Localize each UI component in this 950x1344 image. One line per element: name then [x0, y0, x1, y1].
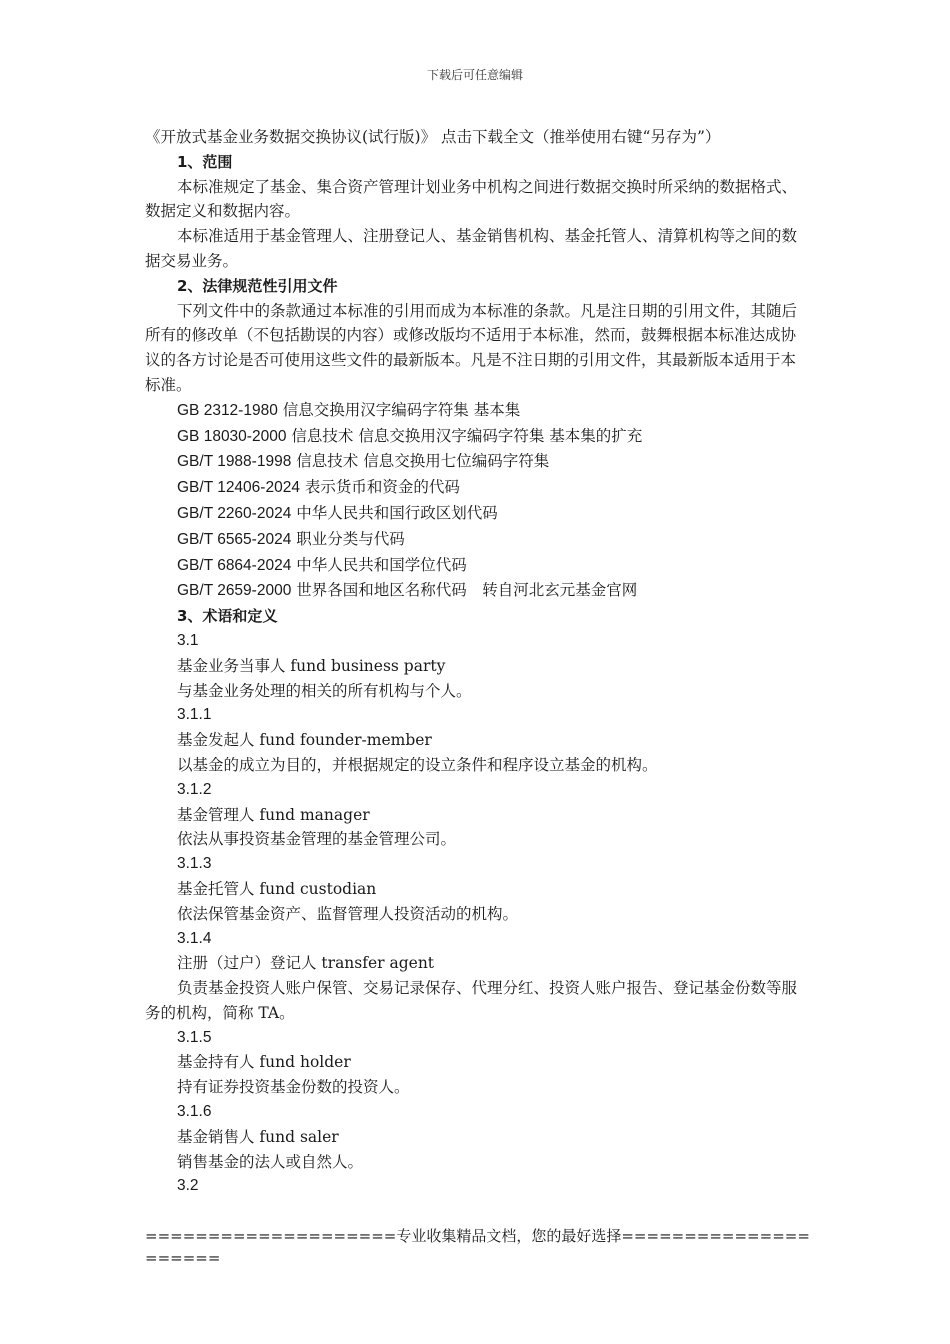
term-definition: 依法从事投资基金管理的基金管理公司。 — [177, 830, 457, 849]
term-name: 基金管理人 fund manager — [177, 805, 370, 824]
term-name: 基金持有人 fund holder — [177, 1053, 351, 1072]
term-number: 3.1.2 — [177, 780, 212, 798]
reference-item — [145, 578, 805, 604]
section-2-heading: 2、法律规范性引用文件 — [177, 276, 338, 295]
term-name: 注册（过户）登记人 transfer agent — [177, 954, 435, 973]
section-3-heading: 3、术语和定义 — [177, 607, 278, 626]
reference-item — [145, 527, 805, 553]
term-number: 3.2 — [177, 1177, 199, 1195]
reference-code: GB/T 6565-2024 — [177, 530, 292, 548]
reference-code: GB/T 1988-1998 — [177, 453, 292, 471]
document-body — [145, 125, 805, 1199]
reference-name: 中华人民共和国学位代码 — [296, 555, 467, 574]
term-name: 基金发起人 fund founder-member — [177, 731, 432, 750]
reference-code: GB/T 2260-2024 — [177, 504, 292, 522]
reference-item — [145, 449, 805, 475]
term-number: 3.1.6 — [177, 1103, 212, 1121]
term-number: 3.1.5 — [177, 1028, 212, 1046]
term-definition: 负责基金投资人账户保管、交易记录保存、代理分红、投资人账户报告、登记基金份数等服务的机构，简称 TA。 — [145, 979, 798, 1022]
section-1-paragraph-2: 本标准适用于基金管理人、注册登记人、基金销售机构、基金托管人、清算机构等之间的数据交易业务。 — [145, 227, 798, 270]
document-title-line: 《开放式基金业务数据交换协议(试行版)》 点击下载全文（推举使用右键“另存为”） — [145, 128, 721, 146]
term-definition: 依法保管基金资产、监督管理人投资活动的机构。 — [177, 904, 519, 923]
term-number: 3.1.3 — [177, 855, 212, 873]
term-definition: 持有证券投资基金份数的投资人。 — [177, 1078, 410, 1097]
reference-name: 信息交换用汉字编码字符集 基本集 — [282, 400, 521, 419]
reference-name: 信息技术 信息交换用汉字编码字符集 基本集的扩充 — [291, 426, 643, 445]
reference-item — [145, 398, 805, 424]
term-name: 基金销售人 fund saler — [177, 1127, 339, 1146]
reference-name: 世界各国和地区名称代码 转自河北玄元基金官网 — [296, 581, 638, 600]
term-definition: 销售基金的法人或自然人。 — [177, 1152, 364, 1171]
reference-name: 中华人民共和国行政区划代码 — [296, 503, 498, 522]
reference-name: 信息技术 信息交换用七位编码字符集 — [296, 452, 550, 471]
section-1-paragraph-1: 本标准规定了基金、集合资产管理计划业务中机构之间进行数据交换时所采纳的数据格式、数据定义和数据内容。 — [145, 177, 798, 221]
page-footer: ====================专业收集精品文档，您的最好选择===================== — [145, 1227, 810, 1267]
section-1-heading: 1、范围 — [177, 152, 233, 171]
reference-code: GB/T 12406-2024 — [177, 479, 300, 497]
term-definition: 以基金的成立为目的，并根据规定的设立条件和程序设立基金的机构。 — [177, 755, 658, 774]
reference-code: GB 2312-1980 — [177, 401, 278, 419]
reference-name: 职业分类与代码 — [296, 529, 405, 548]
reference-code: GB/T 6864-2024 — [177, 556, 292, 574]
reference-item — [145, 501, 805, 527]
reference-name: 表示货币和资金的代码 — [304, 478, 460, 497]
term-name: 基金业务当事人 fund business party — [177, 656, 446, 675]
reference-code: GB 18030-2000 — [177, 427, 287, 445]
term-definition: 与基金业务处理的相关的所有机构与个人。 — [177, 681, 472, 700]
term-number: 3.1.4 — [177, 929, 212, 947]
page-header: 下载后可任意编辑 — [426, 68, 523, 82]
reference-item — [145, 553, 805, 579]
term-number: 3.1 — [177, 631, 199, 649]
reference-item — [145, 475, 805, 501]
term-name: 基金托管人 fund custodian — [177, 879, 377, 898]
reference-item — [145, 424, 805, 450]
term-number: 3.1.1 — [177, 706, 212, 724]
section-2-paragraph: 下列文件中的条款通过本标准的引用而成为本标准的条款。凡是注日期的引用文件，其随后所有的修改单（不包括勘误的内容）或修改版均不适用于本标准，然而，鼓舞根据本标准达成协议的各方讨论是否可使用这些文件的最新版本。凡是不注日期的引用文件，其最新版本适用于本标准。 — [145, 301, 798, 394]
reference-code: GB/T 2659-2000 — [177, 582, 292, 600]
